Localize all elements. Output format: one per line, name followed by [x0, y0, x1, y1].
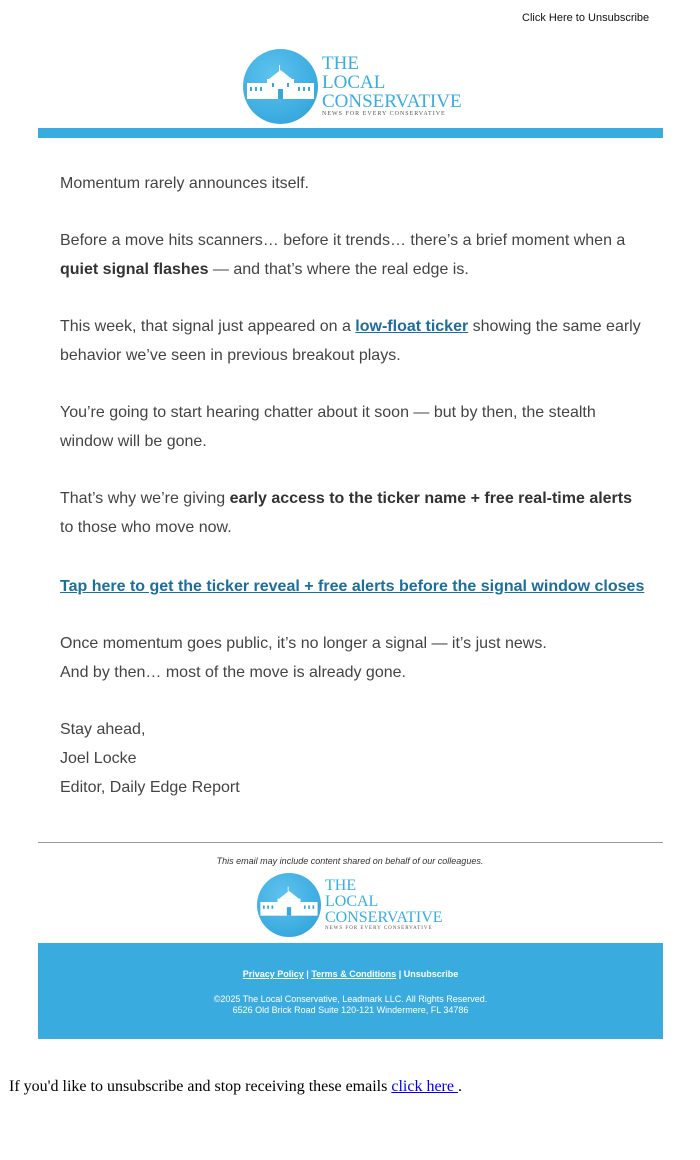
signature: Stay ahead, Joel Locke Editor, Daily Edge Report	[60, 721, 240, 796]
copyright: ©2025 The Local Conservative, Leadmark LLC. All Rights Reserved.	[213, 994, 488, 1004]
paragraph: Momentum rarely announces itself.	[60, 175, 309, 192]
privacy-policy-link[interactable]: Privacy Policy	[242, 969, 304, 979]
terms-link[interactable]: Terms & Conditions	[311, 969, 397, 979]
top-unsubscribe-link[interactable]: Click Here to Unsubscribe	[522, 12, 650, 24]
address: 6526 Old Brick Road Suite 120-121 Windermere, FL 34786	[232, 1005, 469, 1015]
paragraph: Before a move hits scanners… before it trends… there’s a brief moment when a quiet signal flashes — and that’s where the real edge is.	[60, 232, 626, 278]
bottom-unsubscribe-text: If you'd like to unsubscribe and stop receiving these emails click here .	[9, 1078, 462, 1095]
shared-note: This email may include content shared on behalf of our colleagues.	[216, 856, 484, 866]
logo-tagline: NEWS FOR EVERY CONSERVATIVE	[325, 926, 433, 931]
logo-line-conservative: CONSERVATIVE	[325, 909, 443, 926]
bold-text: early access to the ticker name + free real-time alerts	[229, 490, 633, 507]
paragraph: Once momentum goes public, it’s no longer a signal — it’s just news. And by then… most of the move is already gone.	[60, 635, 547, 681]
logo-line-the: THE	[325, 877, 357, 894]
footer-unsubscribe-link[interactable]: Unsubscribe	[403, 969, 459, 979]
paragraph: You’re going to start hearing chatter about it soon — but by then, the stealth window will be gone.	[60, 404, 596, 450]
white-house-icon	[257, 873, 321, 937]
email-body	[60, 169, 645, 802]
paragraph: This week, that signal just appeared on a low-float ticker showing the same early behavior we’ve seen in previous breakout plays.	[60, 318, 641, 364]
separator: |	[306, 969, 309, 979]
logo-line-local: LOCAL	[322, 72, 386, 94]
header-logo	[243, 45, 700, 128]
footer	[38, 943, 663, 1039]
divider	[38, 842, 663, 843]
logo-line-conservative: CONSERVATIVE	[322, 91, 462, 113]
logo-line-the: THE	[322, 53, 359, 75]
paragraph: That’s why we’re giving early access to the ticker name + free real-time alerts to those who move now.	[60, 490, 633, 536]
logo-tagline: NEWS FOR EVERY CONSERVATIVE	[322, 111, 446, 118]
separator: |	[398, 969, 402, 979]
footer-logo	[257, 873, 700, 937]
logo-line-local: LOCAL	[325, 893, 379, 910]
header-bar	[38, 128, 663, 138]
author-title: Editor, Daily Edge Report	[60, 779, 240, 796]
white-house-icon	[243, 49, 318, 124]
cta-link[interactable]: Tap here to get the ticker reveal + free alerts before the signal window closes	[60, 578, 645, 595]
bottom-unsubscribe-link[interactable]: click here	[391, 1078, 458, 1095]
author-name: Joel Locke	[60, 750, 137, 767]
bold-text: quiet signal flashes	[60, 261, 209, 278]
low-float-ticker-link[interactable]: low-float ticker	[355, 318, 469, 335]
